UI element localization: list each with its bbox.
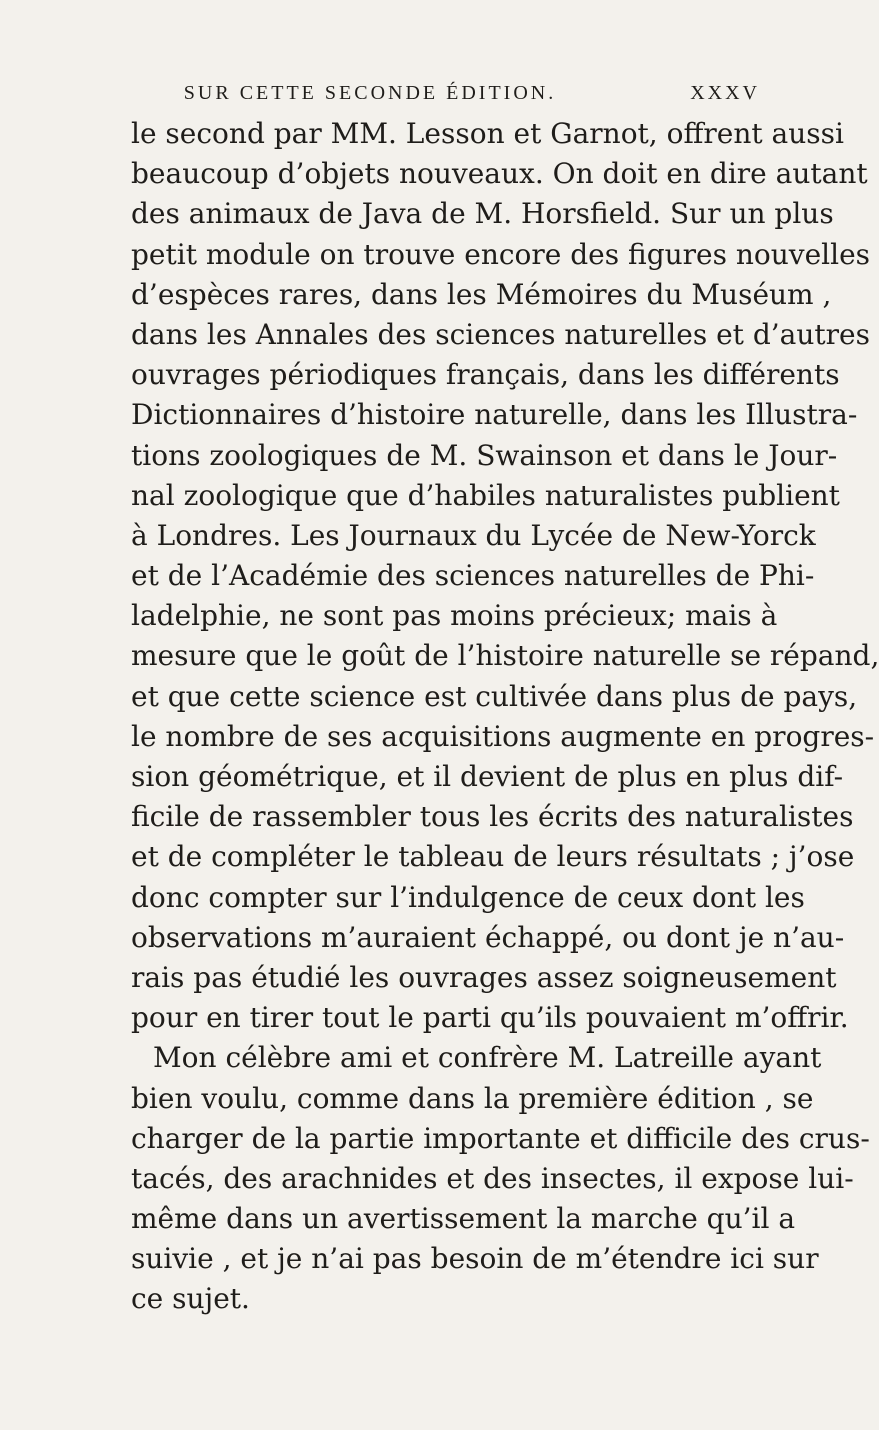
text-line: Mon célèbre ami et confrère M. Latreille ayant: [153, 1041, 822, 1075]
text-line: ouvrages périodiques français, dans les différents: [131, 358, 840, 392]
text-line: petit module on trouve encore des figures nouvelles: [131, 237, 871, 271]
text-line: beaucoup d’objets nouveaux. On doit en dire autant: [131, 157, 868, 191]
text-line: sion géométrique, et il devient de plus en plus dif-: [131, 760, 844, 793]
text-line: et de compléter le tableau de leurs résultats ; j’ose: [131, 840, 855, 874]
text-line: rais pas étudié les ouvrages assez soigneusement: [131, 960, 837, 994]
text-line: tacés, des arachnides et des insectes, il expose lui-: [131, 1161, 854, 1195]
text-line: observations m’auraient échappé, ou dont je n’au-: [131, 920, 845, 954]
text-line: Dictionnaires d’histoire naturelle, dans les Illustra-: [131, 398, 858, 432]
text-line: tions zoologiques de M. Swainson et dans le Jour-: [131, 438, 838, 472]
text-line: dans les Annales des sciences naturelles et d’autres: [131, 317, 870, 351]
text-line: mesure que le goût de l’histoire naturelle se répand,: [131, 639, 879, 673]
text-line: d’espèces rares, dans les Mémoires du Muséum ,: [131, 277, 832, 311]
text-line: le second par MM. Lesson et Garnot, offrent aussi: [131, 117, 844, 150]
body-text: [131, 114, 879, 1320]
text-line: et de l’Académie des sciences naturelles de Phi-: [131, 559, 815, 593]
text-line: bien voulu, comme dans la première édition , se: [131, 1081, 814, 1115]
text-line: ce sujet.: [131, 1282, 250, 1316]
running-title: SUR CETTE SECONDE ÉDITION.: [183, 82, 557, 104]
text-line: et que cette science est cultivée dans plus de pays,: [131, 679, 858, 713]
text-line: suivie , et je n’ai pas besoin de m’étendre ici sur: [131, 1242, 819, 1276]
text-line: des animaux de Java de M. Horsfield. Sur un plus: [131, 197, 834, 231]
text-line: nal zoologique que d’habiles naturalistes publient: [131, 478, 840, 512]
text-line: à Londres. Les Journaux du Lycée de New-Yorck: [131, 518, 816, 552]
running-head: [130, 82, 760, 108]
text-line: charger de la partie importante et difficile des crus-: [131, 1121, 870, 1155]
text-line: ficile de rassembler tous les écrits des naturalistes: [131, 800, 854, 834]
text-line: même dans un avertissement la marche qu’il a: [131, 1202, 796, 1236]
text-line: ladelphie, ne sont pas moins précieux; mais à: [131, 599, 778, 633]
text-line: le nombre de ses acquisitions augmente en progres-: [131, 719, 875, 753]
text-line: donc compter sur l’indulgence de ceux dont les: [131, 880, 805, 914]
text-line: pour en tirer tout le parti qu’ils pouvaient m’offrir.: [131, 1001, 849, 1035]
page-number: XXXV: [690, 82, 760, 104]
